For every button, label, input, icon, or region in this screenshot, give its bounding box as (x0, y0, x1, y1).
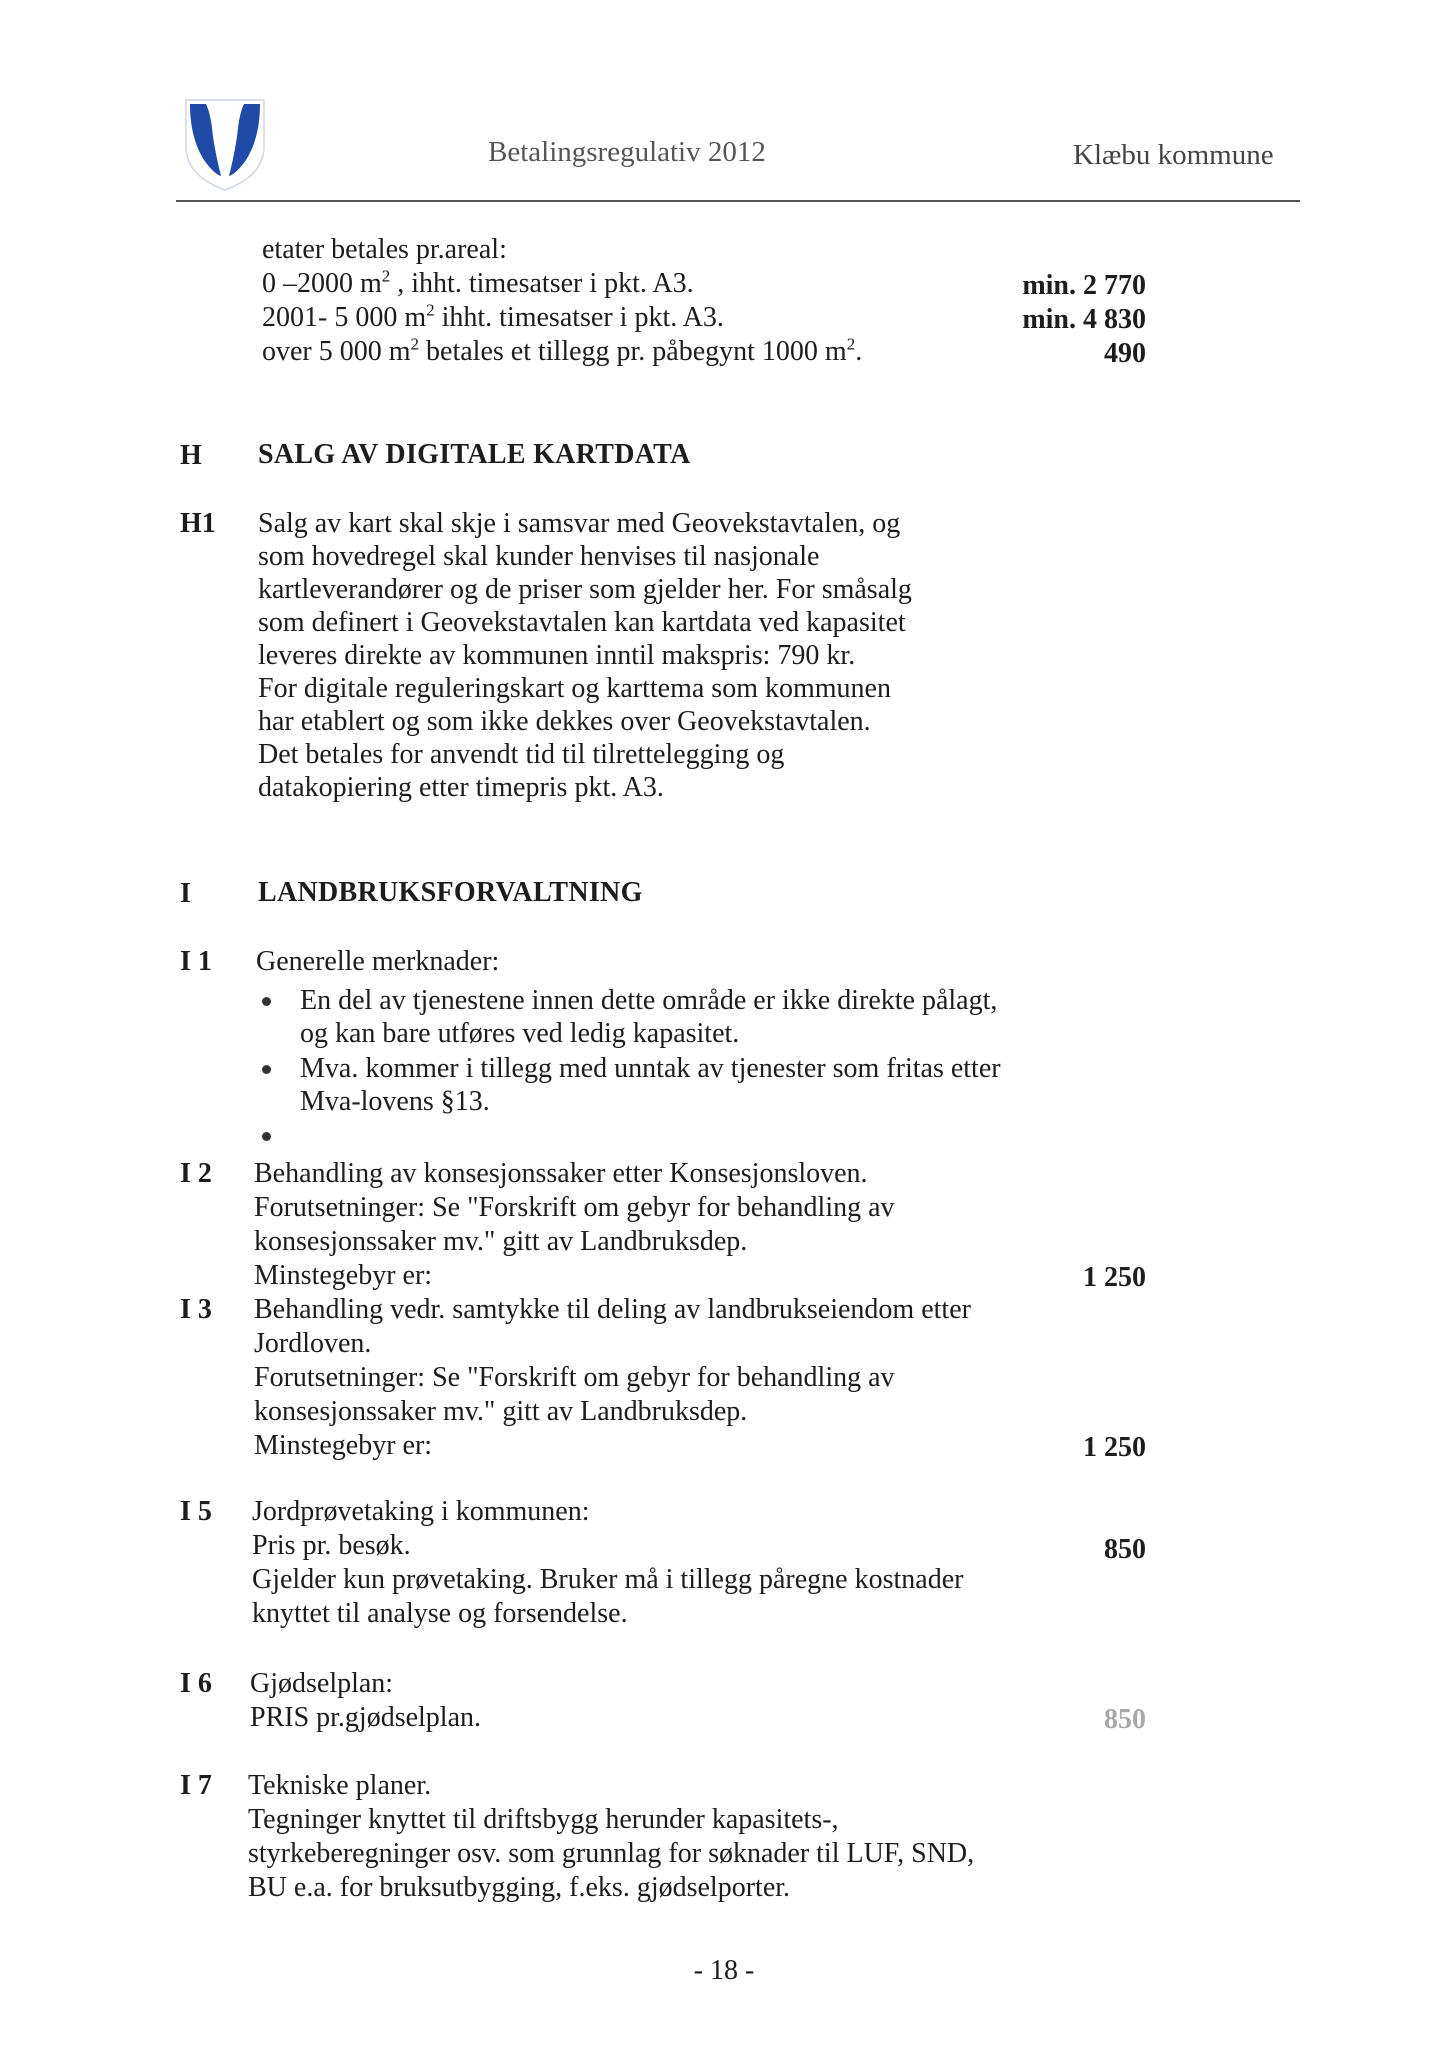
i3-line: Forutsetninger: Se "Forskrift om gebyr for behandling av (254, 1362, 895, 1393)
h1-line: som hovedregel skal kunder henvises til nasjonale (258, 541, 820, 572)
i2-line: konsesjonssaker mv." gitt av Landbruksdep. (254, 1226, 748, 1257)
intro-line-4: over 5 000 $m^2$ betales et tillegg pr. påbegynt 1000 $m^2$. (262, 334, 863, 367)
i2-line: Minstegebyr er: (254, 1260, 433, 1291)
i3-code: I 3 (180, 1294, 212, 1325)
i2-code: I 2 (180, 1158, 212, 1189)
intro-price-2: min. 4 830 (1022, 304, 1146, 335)
i2-line: Forutsetninger: Se "Forskrift om gebyr for behandling av (254, 1192, 895, 1223)
intro-line-3: 2001- 5 000 $m^2$ ihht. timesatser i pkt. A3. (262, 300, 724, 333)
i7-line: BU e.a. for bruksutbygging, f.eks. gjødselporter. (248, 1872, 791, 1903)
i3-price: 1 250 (1083, 1432, 1146, 1463)
section-h-title: SALG AV DIGITALE KARTDATA (258, 439, 691, 470)
bullet-icon (262, 1065, 271, 1074)
h1-line: Salg av kart skal skje i samsvar med Geovekstavtalen, og (258, 508, 901, 539)
i5-price: 850 (1104, 1534, 1146, 1565)
section-h-code: H (180, 440, 202, 471)
i1-bullet-1-line-2: og kan bare utføres ved ledig kapasitet. (300, 1018, 740, 1049)
h1-line: som definert i Geovekstavtalen kan kartdata ved kapasitet (258, 607, 906, 638)
i3-line: Jordloven. (254, 1328, 372, 1359)
i3-line: Minstegebyr er: (254, 1430, 433, 1461)
i7-code: I 7 (180, 1770, 212, 1801)
h1-line: har etablert og som ikke dekkes over Geovekstavtalen. (258, 706, 871, 737)
i5-line: knyttet til analyse og forsendelse. (252, 1598, 628, 1629)
i6-line: PRIS pr.gjødselplan. (250, 1702, 482, 1733)
i6-line: Gjødselplan: (250, 1668, 394, 1699)
header-divider (176, 200, 1300, 202)
i6-code: I 6 (180, 1668, 212, 1699)
h1-line: datakopiering etter timepris pkt. A3. (258, 772, 664, 803)
intro-price-3: 490 (1104, 338, 1146, 369)
h1-line: For digitale reguleringskart og karttema som kommunen (258, 673, 891, 704)
i1-bullet-1-line-1: En del av tjenestene innen dette område er ikke direkte pålagt, (300, 985, 998, 1016)
bullet-icon (262, 997, 271, 1006)
i5-line: Pris pr. besøk. (252, 1530, 411, 1561)
h1-line: Det betales for anvendt tid til tilrettelegging og (258, 739, 785, 770)
i7-line: styrkeberegninger osv. som grunnlag for søknader til LUF, SND, (248, 1838, 975, 1869)
i5-line: Jordprøvetaking i kommunen: (252, 1496, 590, 1527)
i7-line: Tegninger knyttet til driftsbygg herunder kapasitets-, (248, 1804, 839, 1835)
intro-line-2: 0 –2000 $m^2$ , ihht. timesatser i pkt. A3. (262, 266, 694, 299)
coat-of-arms-logo (184, 98, 266, 192)
i7-line: Tekniske planer. (248, 1770, 432, 1801)
h1-code: H1 (180, 508, 216, 539)
bullet-icon (262, 1132, 271, 1141)
i2-price: 1 250 (1083, 1262, 1146, 1293)
i2-line: Behandling av konsesjonssaker etter Konsesjonsloven. (254, 1158, 868, 1189)
i6-price: 850 (1104, 1704, 1146, 1735)
h1-line: leveres direkte av kommunen inntil makspris: 790 kr. (258, 640, 856, 671)
header-title: Betalingsregulativ 2012 (488, 136, 766, 168)
i5-line: Gjelder kun prøvetaking. Bruker må i tillegg påregne kostnader (252, 1564, 964, 1595)
i1-title: Generelle merknader: (256, 946, 500, 977)
header-municipality: Klæbu kommune (1073, 139, 1274, 171)
h1-line: kartleverandører og de priser som gjelder her. For småsalg (258, 574, 912, 605)
page-number: - 18 - (693, 1955, 755, 1986)
section-i-title: LANDBRUKSFORVALTNING (258, 877, 643, 908)
i3-line: konsesjonssaker mv." gitt av Landbruksdep. (254, 1396, 748, 1427)
i5-code: I 5 (180, 1496, 212, 1527)
intro-price-1: min. 2 770 (1022, 270, 1146, 301)
intro-line-1: etater betales pr.areal: (262, 234, 507, 265)
i1-code: I 1 (180, 946, 212, 977)
i3-line: Behandling vedr. samtykke til deling av landbrukseiendom etter (254, 1294, 971, 1325)
i1-bullet-2-line-1: Mva. kommer i tillegg med unntak av tjenester som fritas etter (300, 1053, 1001, 1084)
i1-bullet-2-line-2: Mva-lovens §13. (300, 1086, 490, 1117)
section-i-code: I (180, 878, 191, 909)
